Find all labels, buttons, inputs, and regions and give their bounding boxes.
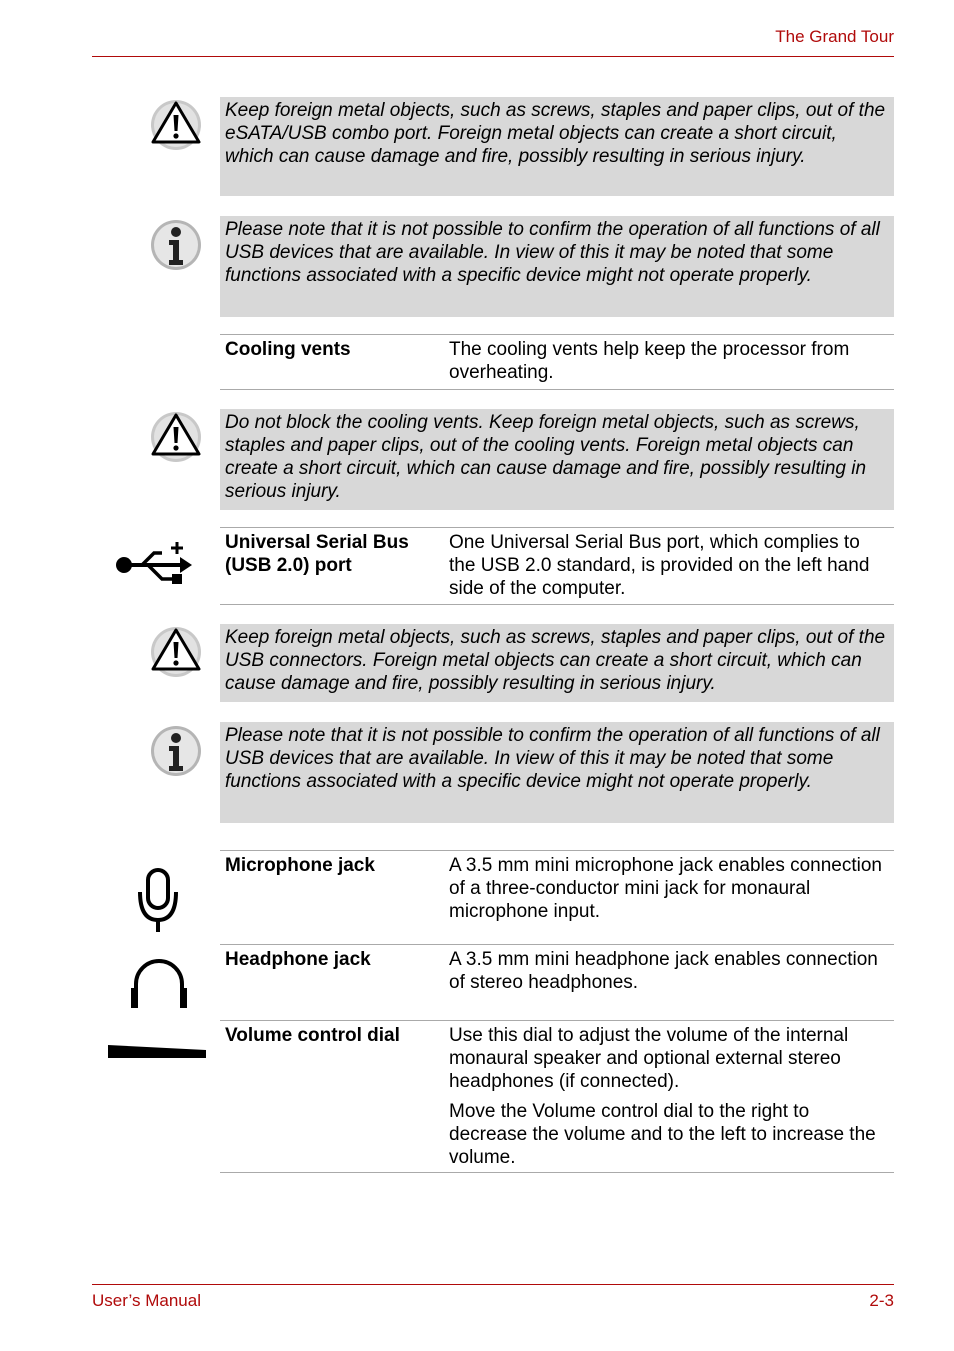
info-icon [149,724,203,783]
volume-icon [108,1040,206,1065]
warning-note: Keep foreign metal objects, such as screws, staples and paper clips, out of the eSATA/USB combo port. Foreign metal objects can create a short circuit, which can cause damage and fire, possibly resulting in serious injury. [220,97,894,196]
spec-term: Cooling vents [225,339,351,360]
microphone-icon [136,866,180,943]
spec-row-cooling-vents [220,334,894,390]
spec-description-paragraph: A 3.5 mm mini microphone jack enables connection of a three-conductor mini jack for monaural microphone input. [449,855,883,922]
spec-term: Universal Serial Bus (USB 2.0) port [225,532,409,576]
headphone-icon [130,956,188,1017]
spec-description [449,531,889,607]
spec-description [449,948,889,1001]
spec-term: Volume control dial [225,1025,400,1046]
warning-icon [149,625,203,684]
spec-row-usb-port [220,527,894,605]
usb-icon [114,540,192,593]
spec-description-paragraph: A 3.5 mm mini headphone jack enables connection of stereo headphones. [449,949,878,993]
info-note: Please note that it is not possible to confirm the operation of all functions of all USB devices that are available. In view of this it may be noted that some functions associated with a specific device might not operate properly. [220,722,894,823]
footer-rule [92,1284,894,1285]
footer-manual-title: User’s Manual [92,1291,201,1310]
spec-description-paragraph: The cooling vents help keep the processor from overheating. [449,339,850,383]
warning-icon [149,410,203,469]
info-icon [149,218,203,277]
spec-row-microphone-jack [220,850,894,946]
spec-description [449,854,889,930]
spec-term: Microphone jack [225,855,375,876]
header-rule [92,56,894,57]
warning-note: Keep foreign metal objects, such as screws, staples and paper clips, out of the USB connectors. Foreign metal objects can create a short circuit, which can cause damage and fire, possibly resulting in serious injury. [220,624,894,702]
spec-description [449,1024,889,1176]
spec-row-volume-control-dial [220,1020,894,1173]
spec-term: Headphone jack [225,949,371,970]
info-note: Please note that it is not possible to confirm the operation of all functions of all USB devices that are available. In view of this it may be noted that some functions associated with a specific device might not operate properly. [220,216,894,317]
spec-description-paragraph: One Universal Serial Bus port, which complies to the USB 2.0 standard, is provided on the left hand side of the computer. [449,532,870,599]
warning-icon [149,98,203,157]
spec-description-paragraph: Use this dial to adjust the volume of the internal monaural speaker and optional external stereo headphones (if connected). [449,1025,849,1092]
warning-note: Do not block the cooling vents. Keep foreign metal objects, such as screws, staples and paper clips, out of the cooling vents. Foreign metal objects can create a short circuit, which can cause damage and fire, possibly resulting in serious injury. [220,409,894,510]
spec-description [449,338,889,391]
running-header-title: The Grand Tour [775,27,894,46]
spec-row-headphone-jack [220,944,894,1021]
page-number: 2-3 [869,1291,894,1310]
spec-description-paragraph: Move the Volume control dial to the right to decrease the volume and to the left to increase the volume. [449,1101,876,1168]
